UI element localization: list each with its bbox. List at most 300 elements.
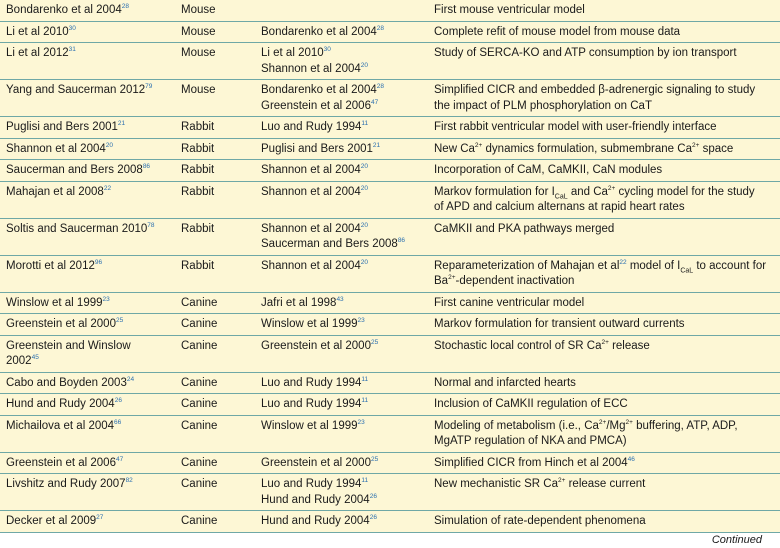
cell-text: Shannon et al 2004 xyxy=(261,185,361,198)
cell-text: First rabbit ventricular model with user-friendly interface xyxy=(434,121,717,133)
reference-superscript: 23 xyxy=(102,295,110,303)
cell-text: New mechanistic SR Ca xyxy=(434,478,558,490)
table-row xyxy=(0,394,780,416)
cell-text: Greenstein et al 2000 xyxy=(261,456,371,469)
species-cell xyxy=(175,394,255,416)
model-cell xyxy=(0,181,175,218)
cell-line xyxy=(434,163,774,179)
model-cell xyxy=(0,218,175,255)
reference-superscript: 86 xyxy=(142,163,151,171)
cell-text: Mouse xyxy=(181,84,216,96)
reference-superscript: 79 xyxy=(145,83,153,91)
description-cell xyxy=(428,255,780,292)
cell-line xyxy=(6,354,169,370)
reference-superscript: 26 xyxy=(369,514,377,522)
reference-superscript: 11 xyxy=(361,120,369,128)
cell-line xyxy=(6,514,169,530)
parent-model-cell xyxy=(255,335,428,372)
table-row xyxy=(0,117,780,139)
description-cell xyxy=(428,415,780,452)
cell-line xyxy=(261,493,422,509)
cell-line xyxy=(261,222,422,238)
cell-text: Normal and infarcted hearts xyxy=(434,376,576,389)
cell-line xyxy=(6,317,169,333)
cell-line xyxy=(6,339,169,355)
charge-superscript: 2+ xyxy=(625,418,633,426)
parent-model-cell xyxy=(255,372,428,394)
cell-text: Greenstein et al 2000 xyxy=(6,318,116,330)
description-cell xyxy=(428,394,780,416)
reference-superscript: 20 xyxy=(360,221,368,229)
model-cell xyxy=(0,160,175,182)
cell-text: Canine xyxy=(181,296,218,309)
table-row xyxy=(0,452,780,474)
cell-text: and Ca xyxy=(567,185,608,198)
cell-line xyxy=(181,376,249,392)
cell-text: cycling model for the study xyxy=(615,185,755,198)
cell-line xyxy=(434,120,774,136)
reference-superscript: 20 xyxy=(360,258,368,266)
reference-superscript: 23 xyxy=(357,418,365,426)
cell-line xyxy=(181,25,249,41)
table-row xyxy=(0,511,780,533)
model-cell xyxy=(0,394,175,416)
reference-superscript: 45 xyxy=(31,354,39,362)
description-cell xyxy=(428,21,780,43)
cell-text: Simplified CICR from Hinch et al 2004 xyxy=(434,456,628,469)
cell-line xyxy=(261,296,422,312)
reference-superscript: 20 xyxy=(360,163,368,171)
model-cell xyxy=(0,43,175,80)
cell-text: Simulation of rate-dependent phenomena xyxy=(434,515,646,527)
cell-line xyxy=(434,3,774,19)
cell-text: dynamics formulation, submembrane Ca xyxy=(482,142,692,155)
cell-line xyxy=(261,99,422,115)
cell-line xyxy=(261,514,422,530)
cell-text: Canine xyxy=(181,456,218,469)
table-row xyxy=(0,474,780,511)
cell-text: Rabbit xyxy=(181,259,215,272)
cell-line xyxy=(181,163,249,179)
model-cell xyxy=(0,292,175,314)
cell-text: Rabbit xyxy=(181,164,215,176)
current-subscript: CaL xyxy=(554,192,568,200)
cell-line xyxy=(6,120,169,136)
parent-model-cell xyxy=(255,474,428,511)
cell-text: Michailova et al 2004 xyxy=(6,419,115,432)
cell-text: Modeling of metabolism (i.e., Ca xyxy=(434,419,599,432)
cell-text: Li et al 2010 xyxy=(6,25,69,38)
cell-line xyxy=(261,397,422,413)
cell-text: Winslow et al 1999 xyxy=(261,419,358,432)
description-cell xyxy=(428,452,780,474)
cell-text: Bondarenko et al 2004 xyxy=(6,4,122,16)
cell-line xyxy=(434,317,774,333)
cell-line xyxy=(6,3,169,19)
cell-text: Shannon et al 2004 xyxy=(6,142,106,155)
cell-line xyxy=(261,62,422,78)
cell-line xyxy=(181,46,249,62)
description-cell xyxy=(428,292,780,314)
model-cell xyxy=(0,138,175,160)
species-cell xyxy=(175,511,255,533)
cell-line xyxy=(181,419,249,435)
cell-text: Luo and Rudy 1994 xyxy=(261,121,362,133)
cell-text: Greenstein and Winslow xyxy=(6,339,131,352)
table-row xyxy=(0,218,780,255)
reference-superscript: 25 xyxy=(370,455,379,463)
cell-text: Mouse xyxy=(181,4,216,16)
cell-text: release xyxy=(608,339,650,352)
cell-text: Puglisi and Bers 2001 xyxy=(6,121,118,133)
cell-line xyxy=(261,376,422,392)
reference-superscript: 46 xyxy=(627,455,635,463)
cell-line xyxy=(434,296,774,312)
cell-line xyxy=(434,397,774,413)
cell-line xyxy=(261,477,422,493)
reference-superscript: 47 xyxy=(115,455,124,463)
cell-text: Li et al 2012 xyxy=(6,47,69,59)
cell-line xyxy=(261,339,422,355)
cell-line xyxy=(261,83,422,99)
cell-text: Reparameterization of Mahajan et al xyxy=(434,259,620,272)
cell-line xyxy=(434,185,774,201)
species-cell xyxy=(175,181,255,218)
cell-text: Canine xyxy=(181,376,218,389)
cell-text: Soltis and Saucerman 2010 xyxy=(6,222,148,235)
cell-text: to account for xyxy=(693,259,767,272)
cell-line xyxy=(6,397,169,413)
cell-text: of APD and calcium alternans at rapid heart rates xyxy=(434,201,685,213)
cell-text: Greenstein et al 2006 xyxy=(261,99,371,112)
cell-text: Puglisi and Bers 2001 xyxy=(261,142,373,155)
cell-text: Winslow et al 1999 xyxy=(6,296,103,309)
cell-text: /Mg xyxy=(606,419,626,432)
cell-text: MgATP regulation of NKA and PMCA) xyxy=(434,435,627,447)
cell-text: Luo and Rudy 1994 xyxy=(261,478,362,490)
description-cell xyxy=(428,474,780,511)
species-cell xyxy=(175,255,255,292)
reference-superscript: 30 xyxy=(68,24,76,32)
cell-line xyxy=(434,419,774,435)
cell-line xyxy=(6,376,169,392)
cell-line xyxy=(181,477,249,493)
species-cell xyxy=(175,218,255,255)
parent-model-cell xyxy=(255,0,428,21)
table-row xyxy=(0,415,780,452)
cell-line xyxy=(6,142,169,158)
species-cell xyxy=(175,43,255,80)
parent-model-cell xyxy=(255,21,428,43)
cell-line xyxy=(261,419,422,435)
description-cell xyxy=(428,138,780,160)
species-cell xyxy=(175,335,255,372)
table-row xyxy=(0,0,780,21)
description-cell xyxy=(428,314,780,336)
cell-text: Complete refit of mouse model from mouse data xyxy=(434,25,681,38)
table-row xyxy=(0,80,780,117)
cell-text: Morotti et al 2012 xyxy=(6,259,95,272)
cell-line xyxy=(181,296,249,312)
cell-line xyxy=(434,25,774,41)
parent-model-cell xyxy=(255,292,428,314)
cell-text: Stochastic local control of SR Ca xyxy=(434,339,602,352)
cell-line xyxy=(434,376,774,392)
cell-text: Hund and Rudy 2004 xyxy=(6,398,115,410)
cell-line xyxy=(181,83,249,99)
model-cell xyxy=(0,474,175,511)
cell-line xyxy=(181,142,249,158)
cell-text: Bondarenko et al 2004 xyxy=(261,25,377,38)
table-row xyxy=(0,335,780,372)
cell-text: Livshitz and Rudy 2007 xyxy=(6,478,126,490)
reference-superscript: 26 xyxy=(369,492,377,500)
cell-text: Canine xyxy=(181,398,218,410)
cell-line xyxy=(261,317,422,333)
reference-superscript: 82 xyxy=(125,477,133,485)
reference-superscript: 96 xyxy=(94,258,103,266)
parent-model-cell xyxy=(255,160,428,182)
cell-text: CaMKII and PKA pathways merged xyxy=(434,222,615,235)
cell-text: Rabbit xyxy=(181,185,215,198)
reference-superscript: 28 xyxy=(121,3,129,11)
cell-line xyxy=(434,456,774,472)
model-cell xyxy=(0,372,175,394)
cell-text: buffering, ATP, ADP, xyxy=(632,419,738,432)
reference-superscript: 27 xyxy=(96,514,104,522)
description-cell xyxy=(428,43,780,80)
reference-superscript: 22 xyxy=(103,184,112,192)
cell-text: Canine xyxy=(181,515,218,527)
table-row xyxy=(0,160,780,182)
reference-superscript: 21 xyxy=(117,120,126,128)
parent-model-cell xyxy=(255,117,428,139)
cell-line xyxy=(434,514,774,530)
reference-superscript: 23 xyxy=(357,317,365,325)
cell-text: Rabbit xyxy=(181,121,215,133)
cell-text: Greenstein et al 2006 xyxy=(6,456,116,469)
cell-text: Saucerman and Bers 2008 xyxy=(261,238,398,250)
cell-text: Mouse xyxy=(181,47,216,59)
cell-line xyxy=(6,185,169,201)
cell-text: Li et al 2010 xyxy=(261,47,324,59)
cell-text: New Ca xyxy=(434,142,475,155)
model-cell xyxy=(0,511,175,533)
reference-superscript: 25 xyxy=(115,317,124,325)
species-cell xyxy=(175,160,255,182)
cell-line xyxy=(434,339,774,355)
reference-superscript: 86 xyxy=(397,237,406,245)
cell-text: Markov formulation for transient outward currents xyxy=(434,318,685,330)
parent-model-cell xyxy=(255,415,428,452)
cell-text: the impact of PLM phosphorylation on CaT xyxy=(434,99,652,112)
model-cell xyxy=(0,415,175,452)
cell-text: Saucerman and Bers 2008 xyxy=(6,164,143,176)
reference-superscript: 78 xyxy=(147,221,155,229)
continued-label: Continued xyxy=(711,534,762,546)
parent-model-cell xyxy=(255,452,428,474)
model-cell xyxy=(0,0,175,21)
reference-superscript: 28 xyxy=(376,83,384,91)
cell-text: First mouse ventricular model xyxy=(434,4,585,16)
parent-model-cell xyxy=(255,394,428,416)
cell-line xyxy=(181,222,249,238)
reference-superscript: 43 xyxy=(336,295,344,303)
cell-text: Canine xyxy=(181,478,218,490)
species-cell xyxy=(175,138,255,160)
reference-superscript: 11 xyxy=(361,375,369,383)
reference-superscript: 47 xyxy=(370,98,379,106)
parent-model-cell xyxy=(255,255,428,292)
charge-superscript: 2+ xyxy=(691,141,700,149)
charge-superscript: 2+ xyxy=(598,418,607,426)
cell-line xyxy=(181,120,249,136)
cell-text: Luo and Rudy 1994 xyxy=(261,398,362,410)
cell-line xyxy=(434,46,774,62)
cell-line xyxy=(261,185,422,201)
model-cell xyxy=(0,117,175,139)
cell-line xyxy=(181,456,249,472)
charge-superscript: 2+ xyxy=(607,184,616,192)
description-cell xyxy=(428,218,780,255)
cell-text: space xyxy=(699,142,734,155)
cell-text: model of I xyxy=(626,259,681,272)
charge-superscript: 2+ xyxy=(448,274,456,282)
cell-line xyxy=(434,477,774,493)
reference-superscript: 66 xyxy=(114,418,122,426)
parent-model-cell xyxy=(255,511,428,533)
cell-line xyxy=(434,83,774,99)
cell-line xyxy=(6,296,169,312)
reference-superscript: 20 xyxy=(360,184,368,192)
table-row xyxy=(0,138,780,160)
cell-line xyxy=(434,142,774,158)
table-row xyxy=(0,21,780,43)
cell-text: Cabo and Boyden 2003 xyxy=(6,376,127,389)
cell-line xyxy=(6,83,169,99)
parent-model-cell xyxy=(255,314,428,336)
description-cell xyxy=(428,372,780,394)
cell-line xyxy=(6,259,169,275)
cell-text: Markov formulation for I xyxy=(434,185,555,198)
reference-superscript: 30 xyxy=(323,46,331,54)
model-cell xyxy=(0,314,175,336)
cell-line xyxy=(261,237,422,253)
cell-line xyxy=(6,477,169,493)
species-cell xyxy=(175,452,255,474)
model-cell xyxy=(0,21,175,43)
cell-line xyxy=(261,25,422,41)
cell-text: Canine xyxy=(181,318,218,330)
cell-line xyxy=(6,456,169,472)
table-row xyxy=(0,372,780,394)
cell-line xyxy=(181,514,249,530)
cell-line xyxy=(261,46,422,62)
description-cell xyxy=(428,181,780,218)
reference-superscript: 28 xyxy=(376,24,384,32)
cell-line xyxy=(181,259,249,275)
cell-line xyxy=(6,419,169,435)
cell-text: Hund and Rudy 2004 xyxy=(261,515,370,527)
cell-text: Rabbit xyxy=(181,142,215,155)
reference-superscript: 22 xyxy=(619,258,627,266)
cell-line xyxy=(181,317,249,333)
cell-text: Shannon et al 2004 xyxy=(261,164,361,176)
cell-line xyxy=(434,274,774,290)
reference-superscript: 20 xyxy=(105,141,113,149)
cell-text: 2002 xyxy=(6,355,32,367)
reference-superscript: 11 xyxy=(361,477,369,485)
reference-superscript: 25 xyxy=(370,338,379,346)
cell-text: -dependent inactivation xyxy=(455,275,575,287)
species-cell xyxy=(175,314,255,336)
reference-superscript: 20 xyxy=(360,61,368,69)
cell-text: Bondarenko et al 2004 xyxy=(261,84,377,96)
cell-text: Shannon et al 2004 xyxy=(261,222,361,235)
species-cell xyxy=(175,21,255,43)
cell-text: Mouse xyxy=(181,25,216,38)
charge-superscript: 2+ xyxy=(601,338,609,346)
cell-text: Inclusion of CaMKII regulation of ECC xyxy=(434,398,628,410)
species-cell xyxy=(175,292,255,314)
cell-line xyxy=(181,3,249,19)
species-cell xyxy=(175,80,255,117)
cell-text: Yang and Saucerman 2012 xyxy=(6,84,146,96)
cell-line xyxy=(434,99,774,115)
model-cell xyxy=(0,335,175,372)
cell-line xyxy=(181,339,249,355)
parent-model-cell xyxy=(255,218,428,255)
description-cell xyxy=(428,335,780,372)
parent-model-cell xyxy=(255,181,428,218)
species-cell xyxy=(175,415,255,452)
description-cell xyxy=(428,511,780,533)
cell-text: Canine xyxy=(181,339,218,352)
cell-line xyxy=(434,200,774,216)
table-row xyxy=(0,181,780,218)
table-row xyxy=(0,43,780,80)
cell-line xyxy=(261,163,422,179)
cell-text: Jafri et al 1998 xyxy=(261,296,337,309)
cell-text: Canine xyxy=(181,419,218,432)
description-cell xyxy=(428,117,780,139)
cell-text: Study of SERCA-KO and ATP consumption by ion transport xyxy=(434,47,737,59)
reference-superscript: 11 xyxy=(361,397,369,405)
species-cell xyxy=(175,117,255,139)
cell-text: Rabbit xyxy=(181,222,215,235)
cell-text: Ba xyxy=(434,275,449,287)
cell-text: Winslow et al 1999 xyxy=(261,318,358,330)
cell-text: Shannon et al 2004 xyxy=(261,259,361,272)
cell-line xyxy=(6,25,169,41)
reference-superscript: 31 xyxy=(68,46,76,54)
cell-text: First canine ventricular model xyxy=(434,296,585,309)
model-cell xyxy=(0,255,175,292)
cell-line xyxy=(434,434,774,450)
cell-text: Hund and Rudy 2004 xyxy=(261,493,370,506)
table-row xyxy=(0,292,780,314)
reference-superscript: 26 xyxy=(114,397,122,405)
cell-line xyxy=(434,259,774,275)
cell-text: Decker et al 2009 xyxy=(6,515,97,527)
cell-line xyxy=(261,259,422,275)
cell-line xyxy=(261,120,422,136)
description-cell xyxy=(428,0,780,21)
species-cell xyxy=(175,372,255,394)
cell-text: Luo and Rudy 1994 xyxy=(261,376,362,389)
table-row xyxy=(0,314,780,336)
cell-text: Mahajan et al 2008 xyxy=(6,185,104,198)
